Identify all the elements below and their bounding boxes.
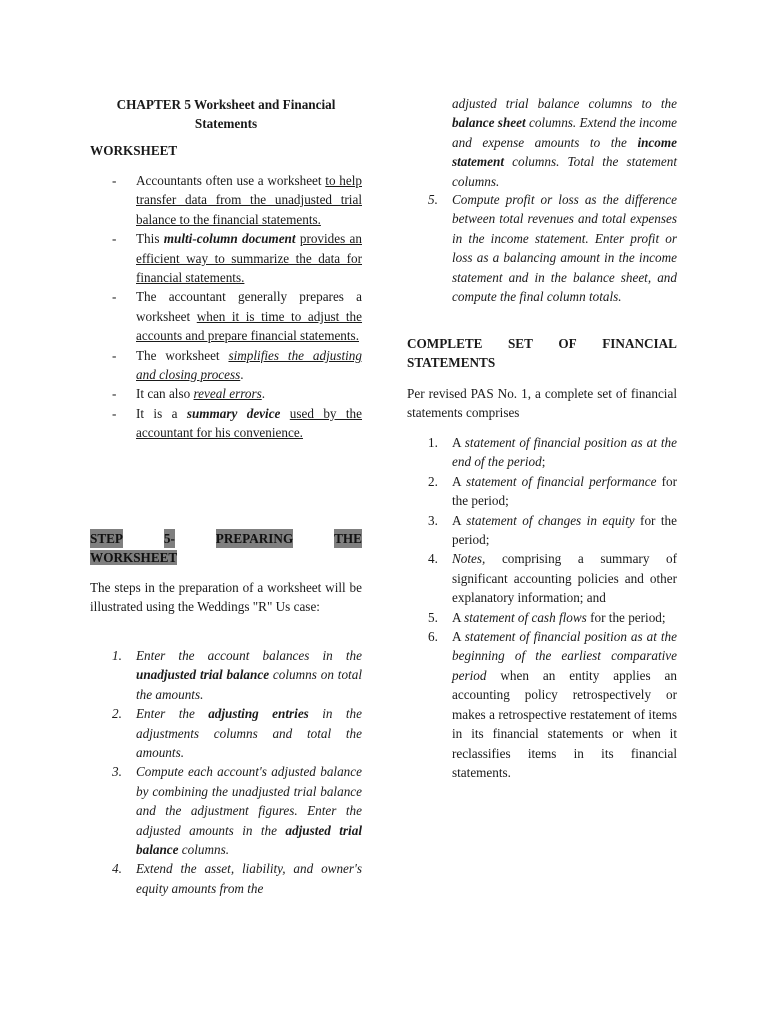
- step-heading-word: WORKSHEET: [90, 550, 178, 566]
- bullet-punct: .: [261, 386, 266, 402]
- worksheet-heading: WORKSHEET: [90, 143, 178, 158]
- step-number: 2.: [112, 706, 122, 722]
- item-italic: statement of financial position as at the beginning of the earliest comparative period: [452, 629, 678, 683]
- financial-statements-list: [407, 433, 677, 782]
- step-text: adjusted trial balance columns to the: [452, 96, 677, 111]
- step-heading-word: 5-: [164, 529, 175, 548]
- item-text: ;: [541, 454, 546, 470]
- step-heading-word: THE: [334, 529, 362, 548]
- item-number: 6.: [428, 629, 438, 645]
- step4-continuation: [452, 94, 677, 191]
- list-item: [90, 404, 362, 443]
- bullet-underlined-text: provides an efficient way to summarize the data for financial statements.: [136, 231, 362, 286]
- list-item: [90, 287, 362, 345]
- list-item: [90, 859, 362, 898]
- item-italic: statement of changes in equity: [466, 512, 635, 528]
- worksheet-steps-list-cont: [407, 190, 677, 306]
- step-heading: [90, 529, 362, 568]
- heading-word: OF: [558, 336, 577, 351]
- bullet-underlined-italic: reveal errors: [193, 386, 262, 402]
- dash-marker: -: [112, 405, 117, 421]
- list-item: [90, 346, 362, 385]
- dash-marker: -: [112, 289, 117, 305]
- step-text: Compute each account's adjusted balance by combining the unadjusted trial balance and the adjustment figures. Enter the adjusted amounts in the: [136, 764, 362, 838]
- complete-set-heading: [407, 334, 677, 373]
- item-text: for the period;: [452, 473, 677, 509]
- list-item: [90, 646, 362, 704]
- bullet-underlined-italic: simplifies the adjusting and closing process: [136, 347, 362, 383]
- step-text: columns. Extend the income and expense amounts to the: [452, 115, 678, 150]
- item-text: A: [452, 609, 465, 625]
- step-emphasis: unadjusted trial balance: [136, 667, 270, 683]
- heading-word: STATEMENTS: [407, 355, 496, 371]
- item-text: A: [452, 629, 465, 645]
- chapter-title: [90, 95, 362, 134]
- item-number: 1.: [428, 435, 438, 450]
- item-number: 2.: [428, 473, 438, 489]
- item-text: when an entity applies an accounting policy retrospectively or makes a retrospective restatement of items in its financial statements or when it reclassifies items in its financial statements.: [452, 667, 677, 780]
- step-text: in the adjustments columns and total the amounts.: [136, 706, 362, 761]
- bullet-emphasis: multi-column document: [163, 231, 296, 247]
- step-text: columns on total the amounts.: [136, 667, 362, 702]
- list-item: [407, 433, 677, 472]
- step-emphasis: adjusted trial balance: [136, 822, 362, 858]
- item-number: 3.: [428, 512, 438, 528]
- step-text: columns. Total the statement columns.: [452, 154, 677, 189]
- worksheet-steps-list: [90, 646, 362, 898]
- step-emphasis: income statement: [452, 134, 677, 170]
- step-heading-word: STEP: [90, 529, 123, 548]
- heading-word: COMPLETE: [407, 336, 483, 351]
- step-number: 4.: [112, 861, 122, 877]
- step-number: 3.: [112, 764, 122, 780]
- list-item: [407, 511, 677, 550]
- item-number: 5.: [428, 609, 438, 625]
- step-emphasis: adjusting entries: [208, 706, 309, 722]
- item-text: comprising a summary of significant accounting policies and other explanatory information; and: [452, 551, 677, 606]
- list-item: [407, 627, 677, 782]
- bullet-text: This: [136, 231, 164, 247]
- list-item: [407, 472, 677, 511]
- list-item: [90, 384, 362, 403]
- bullet-underlined-text: when it is time to adjust the accounts and prepare financial statements.: [136, 308, 363, 344]
- pas-paragraph: Per revised PAS No. 1, a complete set of financial statements comprises: [407, 386, 677, 421]
- item-text: A: [452, 512, 467, 528]
- item-text: for the period;: [586, 609, 666, 625]
- worksheet-bullet-list: [90, 171, 362, 443]
- heading-word: SET: [507, 336, 533, 351]
- bullet-text: It can also: [136, 386, 194, 402]
- item-number: 4.: [428, 551, 438, 567]
- item-text: for the period;: [452, 512, 677, 548]
- list-item: [90, 229, 362, 287]
- heading-word: FINANCIAL: [602, 336, 677, 351]
- item-italic: Notes,: [452, 551, 486, 567]
- bullet-emphasis: summary device: [186, 405, 281, 421]
- list-item: [407, 190, 677, 306]
- step-text: Compute profit or loss as the difference between total revenues and total expenses in the income statement. Enter profit or loss as a balancing amount in the income statement and in the balance sheet, and compute the final column totals.: [452, 192, 677, 305]
- item-text: A: [452, 473, 466, 489]
- list-item: [407, 549, 677, 607]
- bullet-text: It is a: [136, 405, 187, 421]
- chapter-title-line1: CHAPTER 5 Worksheet and Financial: [116, 97, 336, 112]
- dash-marker: -: [112, 231, 117, 247]
- item-text: A: [452, 435, 465, 450]
- bullet-text: The worksheet: [136, 347, 229, 363]
- dash-marker: -: [112, 386, 117, 402]
- bullet-underlined-text: used by the accountant for his convenience.: [136, 405, 363, 441]
- item-italic: statement of financial performance: [465, 473, 657, 489]
- intro-paragraph: The steps in the preparation of a worksheet will be illustrated using the Weddings "R" Us case:: [90, 580, 362, 615]
- list-item: [90, 171, 362, 229]
- step-text: Enter the: [136, 706, 209, 722]
- step-text: columns.: [178, 842, 230, 858]
- bullet-underlined-text: to help transfer data from the unadjusted trial balance to the financial statements.: [136, 173, 362, 227]
- dash-marker: -: [112, 347, 117, 363]
- step-emphasis: balance sheet: [452, 115, 526, 131]
- chapter-title-line2: Statements: [194, 116, 258, 132]
- item-italic: statement of financial position as at the end of the period: [452, 435, 678, 470]
- list-item: [90, 762, 362, 859]
- step-text: Extend the asset, liability, and owner's equity amounts from the: [136, 861, 362, 896]
- bullet-punct: .: [240, 367, 244, 383]
- step-text: Enter the account balances in the: [136, 648, 362, 663]
- step-number: 5.: [428, 192, 438, 207]
- bullet-text: Accountants often use a worksheet: [136, 173, 326, 188]
- list-item: [90, 704, 362, 762]
- step-heading-word: PREPARING: [216, 529, 293, 548]
- list-item: [407, 608, 677, 627]
- bullet-text: The accountant generally prepares a worksheet: [136, 289, 362, 324]
- item-italic: statement of cash flows: [464, 609, 587, 625]
- dash-marker: -: [112, 173, 117, 188]
- step-number: 1.: [112, 648, 122, 663]
